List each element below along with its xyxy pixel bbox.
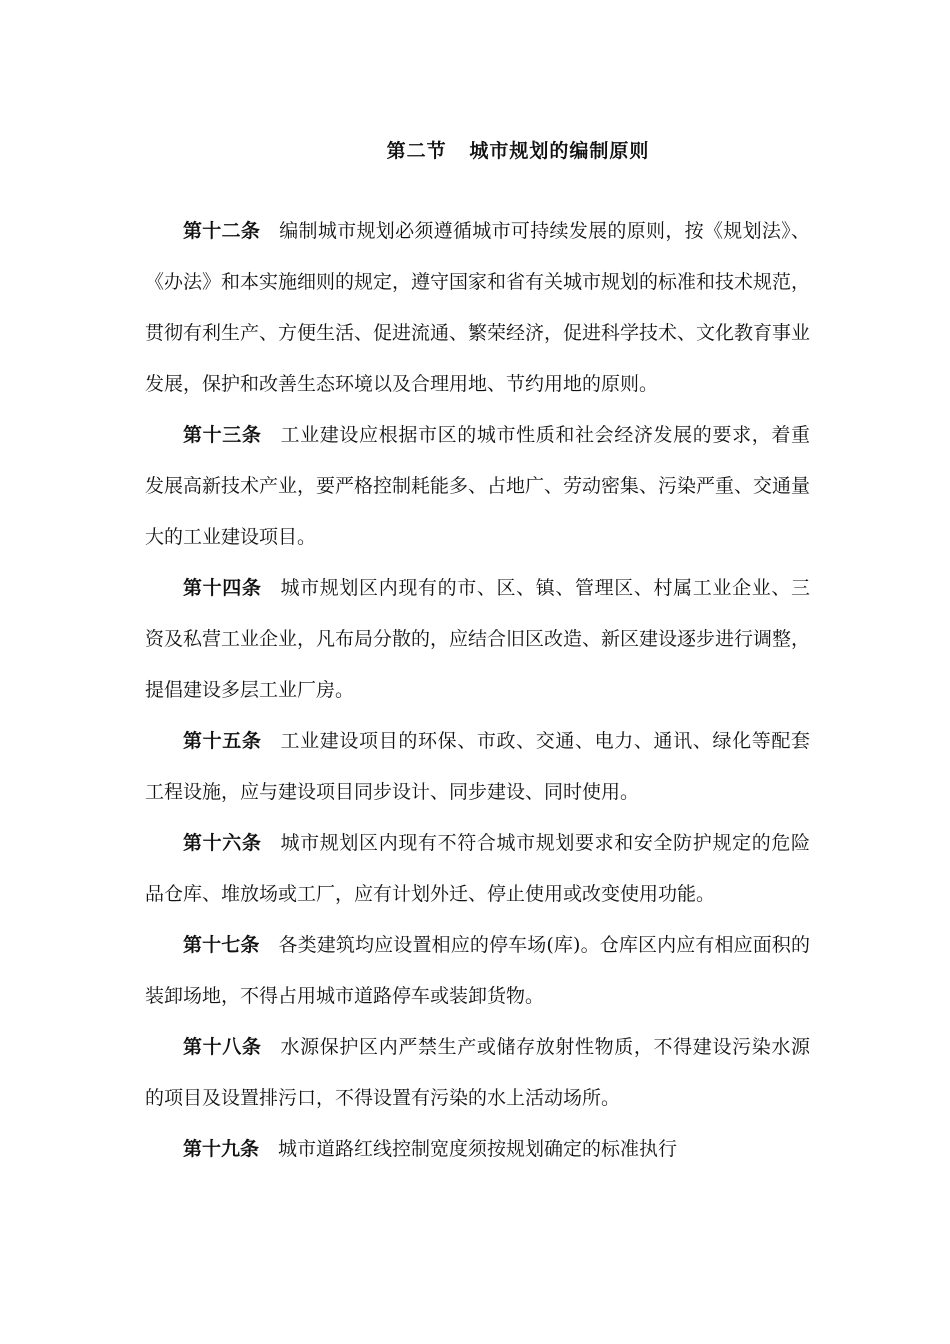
article-number: 第十六条 bbox=[183, 832, 262, 854]
article-text: 城市道路红线控制宽度须按规划确定的标准执行 bbox=[278, 1138, 678, 1160]
article-text: 水源保护区内严禁生产或储存放射性物质，不得建设污染水源的项目及设置排污口，不得设置有污染的水上活动场所。 bbox=[145, 1036, 810, 1109]
article-text: 城市规划区内现有不符合城市规划要求和安全防护规定的危险品仓库、堆放场或工厂，应有计划外迁、停止使用或改变使用功能。 bbox=[145, 832, 810, 905]
article-text: 各类建筑均应设置相应的停车场(库)。仓库区内应有相应面积的装卸场地，不得占用城市道路停车或装卸货物。 bbox=[145, 934, 810, 1007]
article-12 bbox=[145, 206, 810, 410]
article-text: 工业建设项目的环保、市政、交通、电力、通讯、绿化等配套工程设施，应与建设项目同步设计、同步建设、同时使用。 bbox=[145, 730, 810, 803]
article-list bbox=[145, 206, 810, 1175]
article-number: 第十三条 bbox=[183, 424, 262, 446]
article-number: 第十四条 bbox=[183, 577, 262, 599]
article-14 bbox=[145, 563, 810, 716]
article-15 bbox=[145, 716, 810, 818]
article-number: 第十二条 bbox=[183, 220, 261, 242]
article-17 bbox=[145, 920, 810, 1022]
article-text: 城市规划区内现有的市、区、镇、管理区、村属工业企业、三资及私营工业企业，凡布局分散的，应结合旧区改造、新区建设逐步进行调整，提倡建设多层工业厂房。 bbox=[145, 577, 811, 701]
article-number: 第十八条 bbox=[183, 1036, 262, 1058]
article-number: 第十七条 bbox=[183, 934, 260, 956]
article-text: 工业建设应根据市区的城市性质和社会经济发展的要求，着重发展高新技术产业，要严格控制耗能多、占地广、劳动密集、污染严重、交通量大的工业建设项目。 bbox=[145, 424, 811, 548]
article-13 bbox=[145, 410, 810, 563]
article-18 bbox=[145, 1022, 810, 1124]
article-number: 第十九条 bbox=[183, 1138, 260, 1160]
section-title: 第二节 城市规划的编制原则 bbox=[386, 140, 650, 162]
article-19 bbox=[145, 1124, 810, 1175]
article-text: 编制城市规划必须遵循城市可持续发展的原则，按《规划法》、《办法》和本实施细则的规定，遵守国家和省有关城市规划的标准和技术规范，贯彻有利生产、方便生活、促进流通、繁荣经济，促进科学技术、文化教育事业发展，保护和改善生态环境以及合理用地、节约用地的原则。 bbox=[145, 220, 811, 395]
article-16 bbox=[145, 818, 810, 920]
article-number: 第十五条 bbox=[183, 730, 262, 752]
